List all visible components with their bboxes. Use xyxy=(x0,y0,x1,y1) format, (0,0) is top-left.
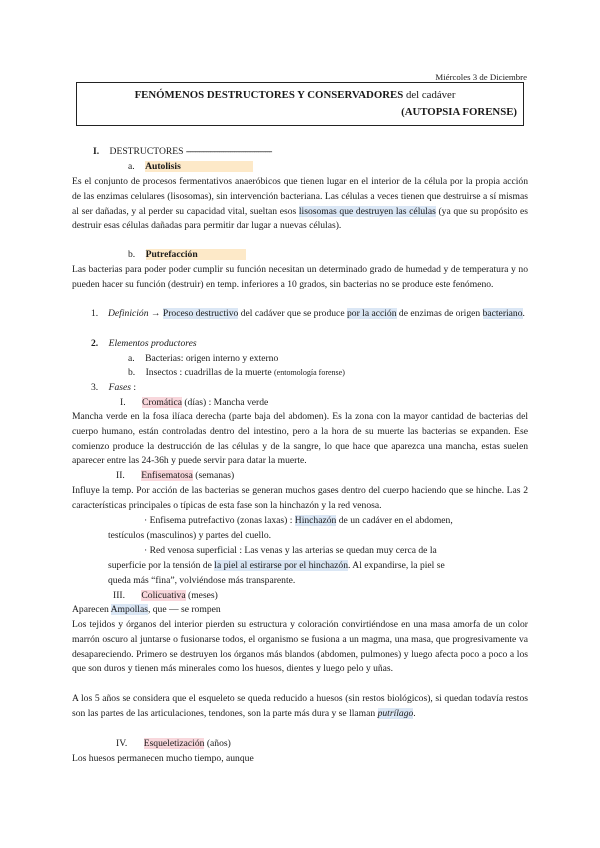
definicion-highlight-1: Proceso destructivo xyxy=(162,308,239,319)
fase-heading-esqueletizacion xyxy=(116,737,231,752)
list-item-elementos xyxy=(91,337,197,352)
enfisematosa-paragraph: Influye la temp. Por acción de las bacterias se generan muchos gases dentro del cuerpo haciendo que se hinche. Las 2 características principales o típicas de esta fase son la hinchazón y la red venosa. xyxy=(72,485,528,511)
item-text: Insectos : cuadrillas de la muerte xyxy=(145,367,275,378)
subsection-heading-autolisis xyxy=(128,160,253,175)
fase-roman: II. xyxy=(116,470,125,481)
definicion-text-1: del cadáver que se produce xyxy=(238,308,347,319)
bullet-text: . Al expandirse, la piel se xyxy=(348,560,445,571)
fase-rest: (años) xyxy=(204,738,231,749)
ampollas-text: Aparecen xyxy=(72,604,111,615)
ampollas-line xyxy=(72,603,221,618)
list-item-fases xyxy=(91,381,136,396)
section-number: I. xyxy=(93,146,100,157)
section-dashes: --------------------------------------- xyxy=(185,146,272,157)
section-label: DESTRUCTORES xyxy=(109,146,184,157)
enfisema-bullet-line-1 xyxy=(144,514,453,529)
autolisis-text-2: (ya que su propósito es destruir esas células dañadas para permitir dar lugar a nuevas células). xyxy=(72,205,528,232)
definicion-text-3: . xyxy=(522,308,525,319)
ampollas-text: , que — se rompen xyxy=(147,604,221,615)
fase-name: Cromática xyxy=(142,397,182,408)
item-note: (entomología forense) xyxy=(274,368,345,377)
elementos-label: Elementos productores xyxy=(108,338,197,349)
red-venosa-line-3: queda más “fina”, volviéndose más transparente. xyxy=(108,575,296,586)
bullet-text: superficie por la tensión de xyxy=(108,560,215,571)
red-venosa-line-1: · Red venosa superficial : Las venas y las arterias se quedan muy cerca de la xyxy=(144,545,437,556)
fases-label: Fases xyxy=(108,382,131,393)
section-heading-destructores xyxy=(93,145,271,160)
list-number: 1. xyxy=(91,308,99,319)
subsection-title: Autolisis xyxy=(145,161,253,172)
fase-rest: (meses) xyxy=(185,590,218,601)
subsection-heading-putrefaccion xyxy=(128,248,246,263)
definicion-text-2: de enzimas de origen xyxy=(396,308,483,319)
item-letter: a. xyxy=(128,353,135,364)
definicion-label: Definición xyxy=(108,308,149,319)
fase-heading-enfisematosa xyxy=(116,469,234,484)
elementos-item-b xyxy=(128,366,345,381)
fase-roman: IV. xyxy=(116,738,128,749)
document-date: Miércoles 3 de Diciembre xyxy=(435,72,527,82)
title-rest: del cadáver xyxy=(403,89,456,101)
document-title xyxy=(77,88,513,103)
title-box xyxy=(76,82,524,126)
bullet-text: de un cadáver en el abdomen, xyxy=(336,515,453,526)
putrefaccion-paragraph: Las bacterias para poder poder cumplir su función necesitan un determinado grado de humedad y de temperatura y no pueden hacer su función (destruir) en temp. inferiores a 10 grados, sin bacterias no se produce este fenómeno. xyxy=(72,264,528,290)
list-number: 2. xyxy=(91,338,99,349)
fase-roman: I. xyxy=(120,397,126,408)
bullet-highlight: la piel al estirarse por el hinchazón xyxy=(214,560,349,571)
colicuativa-paragraph-2 xyxy=(72,692,528,722)
definicion-text xyxy=(108,307,528,322)
fase-rest: (semanas) xyxy=(192,470,235,481)
ampollas-highlight: Ampollas xyxy=(110,604,148,615)
item-letter: b. xyxy=(128,367,136,378)
fase-name: Colicuativa xyxy=(141,590,186,601)
elementos-item-a xyxy=(128,352,278,367)
bullet-text: · Enfisema putrefactivo (zonas laxas) : xyxy=(144,515,295,526)
cromatica-paragraph: Mancha verde en la fosa ilíaca derecha (parte baja del abdomen). Es la zona con la mayor cantidad de bacterias del cuerpo humano, están controladas dentro del intestino, pero a la hora de su muerte las bacterias se expanden. Ese comienzo produce la destrucción de las células y de la sangre, lo que hace que aparezca una mancha, estas suelen aparecer entre las 24-36h y puede servir para datar la muerte. xyxy=(72,411,528,467)
fase-name: Esqueletización xyxy=(143,738,205,749)
fase-heading-cromatica xyxy=(120,396,268,411)
subsection-letter: b. xyxy=(128,249,136,260)
document-subtitle: (AUTOPSIA FORENSE) xyxy=(401,106,517,118)
subsection-title: Putrefacción xyxy=(146,249,246,260)
autolisis-paragraph xyxy=(72,175,528,234)
title-bold: FENÓMENOS DESTRUCTORES Y CONSERVADORES xyxy=(134,89,404,101)
putrilago-text-2: . xyxy=(413,707,416,719)
fase-rest: (días) : Mancha verde xyxy=(181,397,269,408)
fase-name: Enfisematosa xyxy=(141,470,193,481)
definicion-highlight-3: bacteriano xyxy=(482,308,523,319)
fase-roman: III. xyxy=(113,590,125,601)
fase-heading-colicuativa xyxy=(113,589,218,604)
definicion-highlight-2: por la acción xyxy=(346,308,397,319)
bullet-highlight: Hinchazón xyxy=(294,515,337,526)
definicion-arrow: → xyxy=(148,308,163,319)
autolisis-text-1: Es el conjunto de procesos fermentativos anaeróbicos que tienen lugar en el interior de la célula por la propia acción de las enzimas celulares (lisosomas), sin intervención bacteriana. Las células a veces tienen que destruirse a sí mismas al ser dañadas, y al perder su capacidad vital, sueltan esos xyxy=(72,176,528,217)
esqueletizacion-paragraph: Los huesos permanecen mucho tiempo, aunque xyxy=(72,753,254,764)
autolisis-highlight: lisosomas que destruyen las células xyxy=(298,205,436,217)
putrilago-highlight: putrílago xyxy=(377,707,414,719)
putrilago-text-1: A los 5 años se considera que el esqueleto se queda reducido a huesos (sin restos biológicos), si quedan todavía restos son las partes de las articulaciones, tendones, son la parte más dura y se llaman xyxy=(72,693,528,719)
list-number: 3. xyxy=(91,382,99,393)
red-venosa-line-2 xyxy=(108,559,445,574)
fases-colon: : xyxy=(131,382,137,393)
enfisema-bullet-line-2: testículos (masculinos) y partes del cuello. xyxy=(108,530,272,541)
subsection-letter: a. xyxy=(128,161,135,172)
list-item-definicion xyxy=(91,307,98,322)
item-text: Bacterias: origen interno y externo xyxy=(145,353,279,364)
colicuativa-paragraph: Los tejidos y órganos del interior pierden su estructura y coloración convirtiéndose en una masa amorfa de un color marrón oscuro al juntarse o fusionarse todos, el organismo se fusiona a un magma, una masa, que progresivamente va desapareciendo. Primero se destruyen los órganos más blandos (abdomen, pulmones) y luego afecta poco a poco a los que son duros y tienen más minerales como los huesos, dientes y luego pelo y uñas. xyxy=(72,619,528,675)
